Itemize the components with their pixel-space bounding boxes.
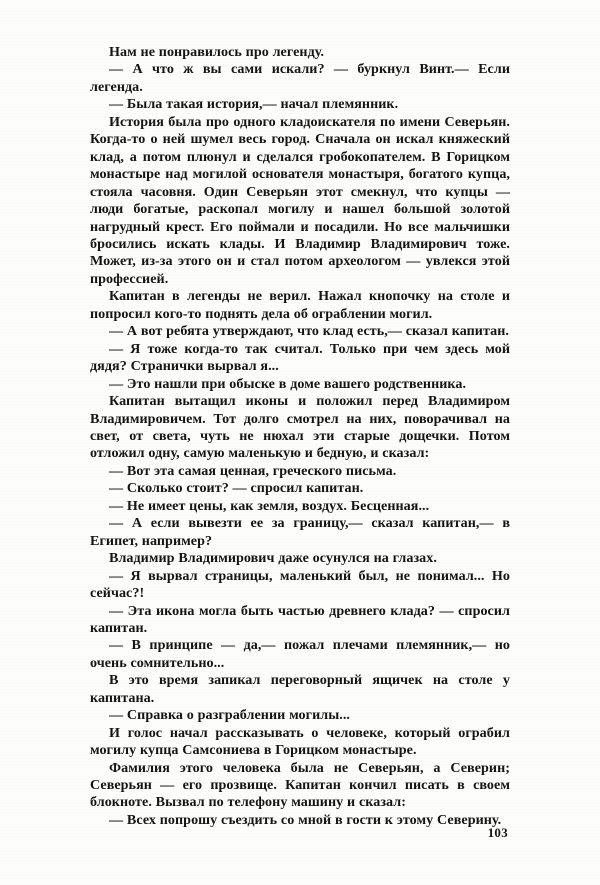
paragraph: Фамилия этого человека была не Северьян, а Северин; Северьян — его прозвище. Капитан кончил писать в своем блокноте. Вызвал по телефону машину и сказал: [90, 759, 510, 811]
paragraph: — А вот ребята утверждают, что клад есть,— сказал капитан. [109, 323, 509, 340]
paragraph: — Я вырвал страницы, маленький был, не понимал... Но сейчас?! [90, 567, 510, 602]
paragraph: — Сколько стоит? — спросил капитан. [109, 480, 364, 497]
paragraph: Нам не понравилось про легенду. [109, 44, 325, 60]
paragraph: — Не имеет цены, как земля, воздух. Бесценная... [109, 497, 430, 514]
paragraph: Владимир Владимирович даже осунулся на глазах. [109, 550, 437, 567]
paragraph: Капитан в легенды не верил. Нажал кнопочку на столе и попросил кого-то поднять дела об ограблении могил. [90, 288, 510, 322]
paragraph: — А что ж вы сами искали? — буркнул Винт.— Если легенда. [90, 61, 510, 95]
paragraph: — В принципе — да,— пожал плечами племянник,— но очень сомнительно... [90, 637, 510, 671]
paragraph: — Вот эта самая ценная, греческого письма. [109, 462, 397, 479]
paragraph: История была про одного кладоискателя по имени Северьян. Когда-то о ней шумел весь город. Сначала он искал княжеский клад, а потом плюнул и сделался гробокопателем. В Горицком монастыре над могилой основателя монастыря, богатого купца, стояла часовня. Один Северьян этот смекнул, что купцы — люди богатые, раскопал могилу и нашел большой золотой нагрудный крест. Его поймали и посадили. Но все мальчишки бросились искать клады. И Владимир Владимирович тоже. Может, из-за этого он и стал потом археологом — увлекся этой профессией. [90, 113, 510, 287]
paragraph: — Это нашли при обыске в доме вашего родственника. [109, 375, 467, 392]
paragraph: — А если вывезти ее за границу,— сказал капитан,— в Египет, например? [90, 515, 510, 549]
paragraph: — Эта икона могла быть частью древнего клада? — спросил капитан. [90, 602, 510, 636]
page-text-body [90, 44, 510, 829]
paragraph: — Всех попрошу съездить со мной в гости к этому Северину. [109, 811, 502, 828]
paragraph: — Справка о разграблении могилы... [109, 707, 350, 724]
paragraph: — Я тоже когда-то так считал. Только при чем здесь мой дядя? Странички вырвал я... [90, 340, 510, 375]
paragraph: Капитан вытащил иконы и положил перед Владимиром Владимировичем. Тот долго смотрел на них, поворачивал на свет, от света, чуть не нюхал эти старые дощечки. Потом отложил одну, самую маленькую и бедную, и сказал: [90, 393, 510, 462]
page-number: 103 [487, 825, 508, 840]
paragraph: И голос начал рассказывать о человеке, который ограбил могилу купца Самсониева в Горицком монастыре. [90, 724, 510, 759]
paragraph: — Была такая история,— начал племянник. [109, 96, 399, 113]
paragraph: В это время запикал переговорный ящичек на столе у капитана. [90, 672, 510, 706]
